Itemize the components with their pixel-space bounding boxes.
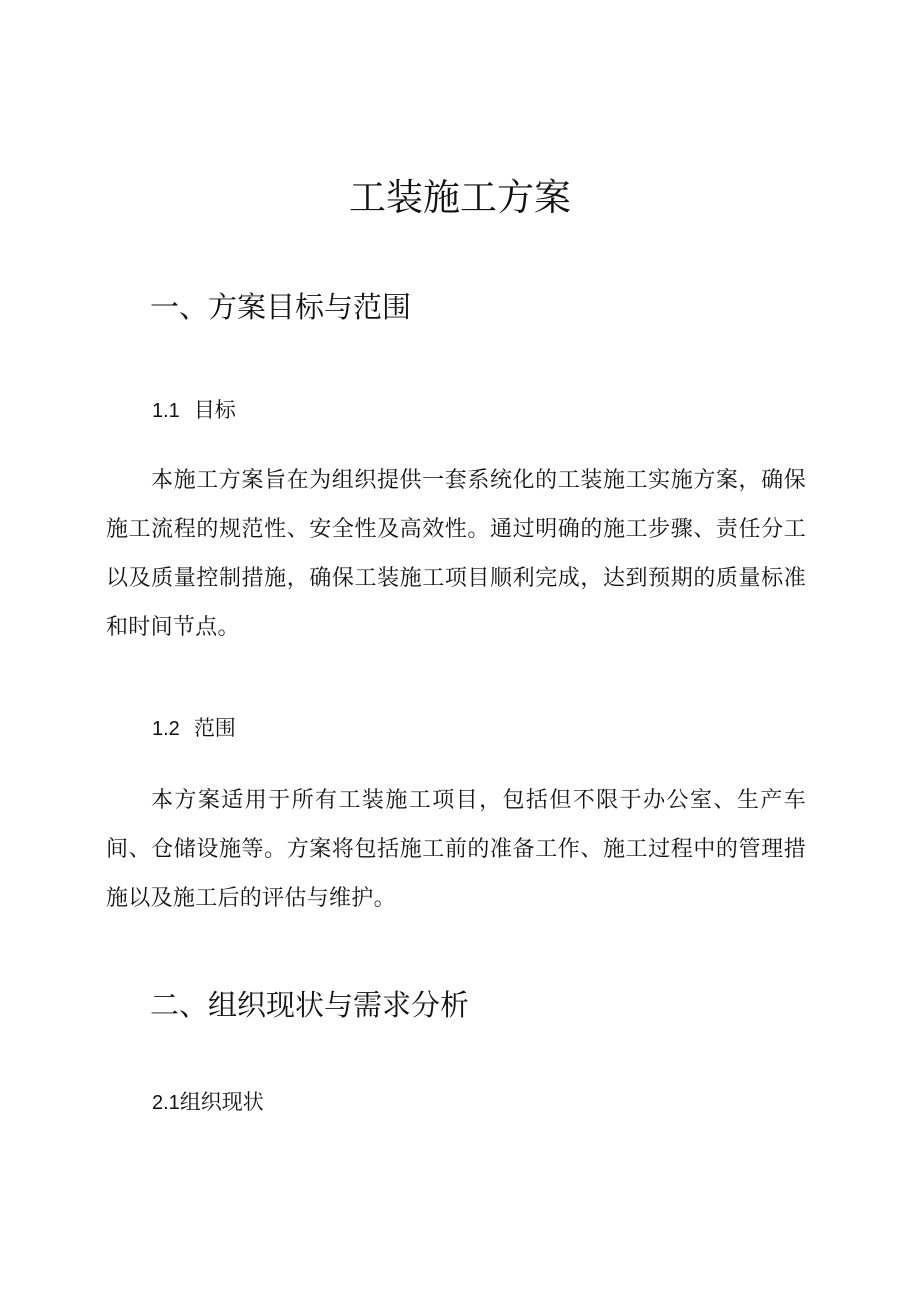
subsection-number: 2.1 [152,1092,180,1114]
paragraph-goal: 本施工方案旨在为组织提供一套系统化的工装施工实施方案，确保施工流程的规范性、安全性及高效性。通过明确的施工步骤、责任分工以及质量控制措施，确保工装施工项目顺利完成，达到预期的质量标准和时间节点。 [106,468,806,640]
subsection-title: 范围 [193,716,236,740]
subsection-heading-2-1 [152,1087,264,1118]
paragraph-scope: 本方案适用于所有工装施工项目，包括但不限于办公室、生产车间、仓储设施等。方案将包括施工前的准备工作、施工过程中的管理措施以及施工后的评估与维护。 [106,788,806,911]
subsection-heading-1-1 [152,395,236,426]
section-heading-2: 二、组织现状与需求分析 [150,988,470,1022]
subsection-title: 组织现状 [179,1090,264,1114]
subsection-number: 1.2 [152,718,180,740]
subsection-title: 目标 [193,398,236,422]
section-heading-1: 一、方案目标与范围 [150,290,412,324]
subsection-number: 1.1 [152,400,180,422]
document-title: 工装施工方案 [349,176,571,219]
subsection-heading-1-2 [152,713,236,744]
